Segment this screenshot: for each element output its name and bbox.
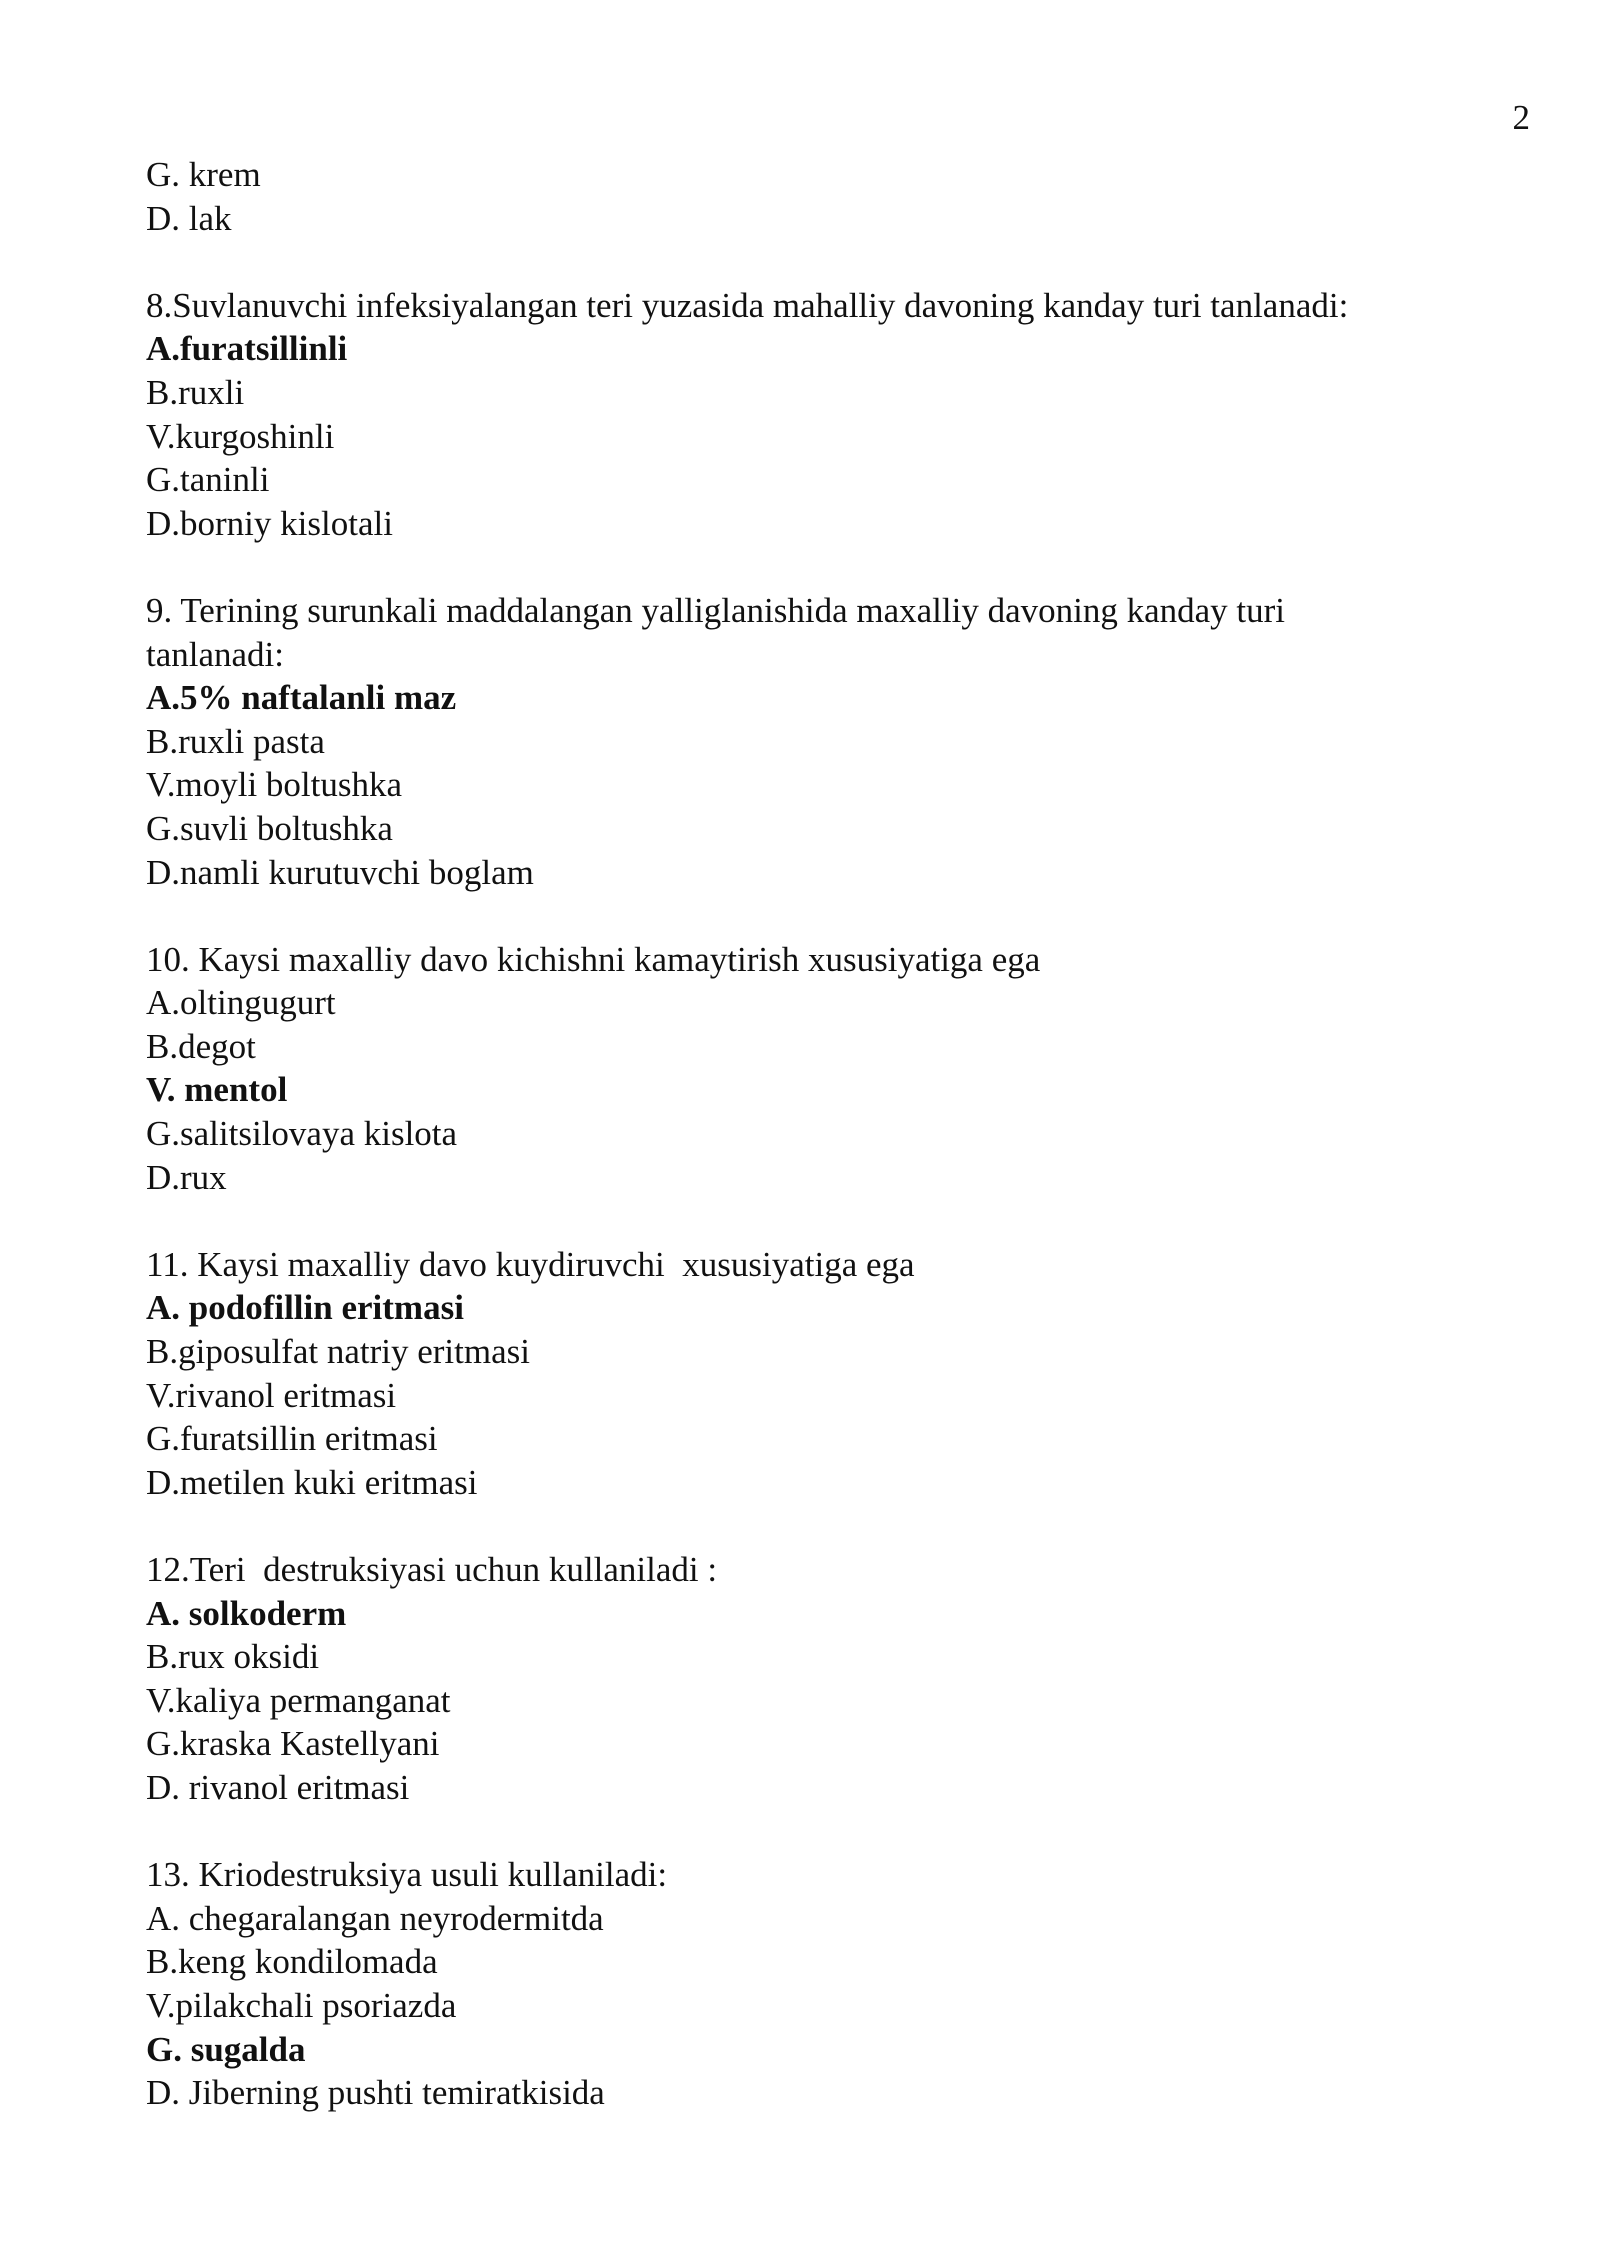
- option-text: D.rux: [146, 1157, 227, 1197]
- leading-options: [146, 153, 1476, 240]
- option-text: G.taninli: [146, 460, 270, 500]
- option-text: A.oltingugurt: [146, 983, 336, 1023]
- option-text: D. Jiberning pushti temiratkisida: [146, 2073, 605, 2113]
- question-block: [146, 589, 1476, 894]
- paragraph-gap: [146, 1810, 1476, 1854]
- question-text: tanlanadi:: [146, 634, 285, 674]
- question-block: [146, 938, 1476, 1200]
- option-text: G.furatsillin eritmasi: [146, 1419, 438, 1459]
- option-text: B.giposulfat natriy eritmasi: [146, 1332, 530, 1372]
- question-block: [146, 1548, 1476, 1810]
- question-text: 13. Kriodestruksiya usuli kullaniladi:: [146, 1855, 668, 1895]
- option-text: V.kaliya permanganat: [146, 1680, 451, 1720]
- option-text: G.kraska Kastellyani: [146, 1724, 440, 1764]
- question-text: 8.Suvlanuvchi infeksiyalangan teri yuzasida mahalliy davoning kanday turi tanlanadi:: [146, 285, 1349, 325]
- option-text: G.suvli boltushka: [146, 808, 393, 848]
- correct-option-text: A. solkoderm: [146, 1593, 347, 1633]
- option-text: D.namli kurutuvchi boglam: [146, 852, 534, 892]
- question-text: 9. Terining surunkali maddalangan yalliglanishida maxalliy davoning kanday turi: [146, 590, 1286, 630]
- correct-option-text: A.5% naftalanli maz: [146, 678, 457, 718]
- paragraph-gap: [146, 1504, 1476, 1548]
- option-text: G.salitsilovaya kislota: [146, 1114, 458, 1154]
- option-text: A. chegaralangan neyrodermitda: [146, 1898, 604, 1938]
- question-block: [146, 284, 1476, 546]
- option-text: B.degot: [146, 1026, 256, 1066]
- option-text: D.borniy kislotali: [146, 503, 393, 543]
- correct-option-text: A. podofillin eritmasi: [146, 1288, 464, 1328]
- option-text: D. rivanol eritmasi: [146, 1767, 410, 1807]
- paragraph-gap: [146, 1199, 1476, 1243]
- correct-option-text: V. mentol: [146, 1070, 288, 1110]
- paragraph-gap: [146, 545, 1476, 589]
- option-text: V.rivanol eritmasi: [146, 1375, 397, 1415]
- option-text: G. krem: [146, 155, 261, 194]
- correct-option-text: A.furatsillinli: [146, 329, 348, 369]
- option-text: V.pilakchali psoriazda: [146, 1985, 457, 2025]
- option-text: B.keng kondilomada: [146, 1942, 438, 1982]
- paragraph-gap: [146, 894, 1476, 938]
- option-text: B.ruxli: [146, 372, 245, 412]
- option-text: D. lak: [146, 198, 232, 238]
- question-text: 12.Teri destruksiyasi uchun kullaniladi :: [146, 1550, 718, 1589]
- option-text: V.kurgoshinli: [146, 416, 335, 456]
- document-body: [146, 153, 1476, 2115]
- question-text: 10. Kaysi maxalliy davo kichishni kamaytirish xususiyatiga ega: [146, 939, 1041, 979]
- page-number: 2: [1512, 98, 1530, 137]
- question-block: [146, 1853, 1476, 2115]
- option-text: V.moyli boltushka: [146, 765, 403, 805]
- option-text: B.rux oksidi: [146, 1637, 320, 1677]
- correct-option-text: G. sugalda: [146, 2029, 306, 2069]
- option-text: B.ruxli pasta: [146, 721, 325, 761]
- question-text: 11. Kaysi maxalliy davo kuydiruvchi xususiyatiga ega: [146, 1244, 915, 1284]
- question-block: [146, 1243, 1476, 1505]
- option-text: D.metilen kuki eritmasi: [146, 1462, 478, 1502]
- paragraph-gap: [146, 240, 1476, 284]
